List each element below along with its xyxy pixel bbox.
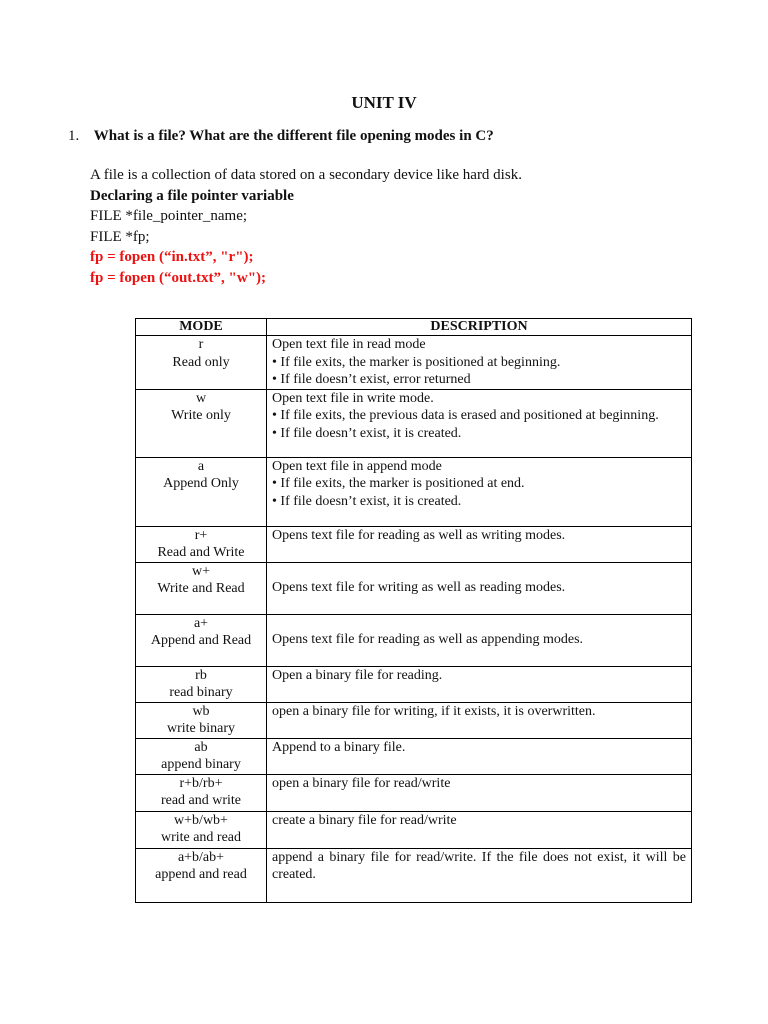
mode-name: Append and Read <box>150 633 252 648</box>
fopen-in-line: fp = fopen (“in.txt”, "r"); <box>90 249 254 265</box>
description-line: • If file doesn’t exist, it is created. <box>272 425 462 441</box>
table-row <box>136 614 692 666</box>
table-row <box>136 336 692 390</box>
description-cell <box>267 562 692 614</box>
mode-name: Read only <box>172 354 230 370</box>
mode-cell <box>136 848 267 902</box>
description-cell <box>267 848 692 902</box>
mode-cell <box>136 457 267 526</box>
table-row <box>136 774 692 811</box>
fopen-out-line: fp = fopen (“out.txt”, "w"); <box>90 269 267 286</box>
table-row <box>136 526 692 562</box>
description-line: Opens text file for reading as well as appending modes. <box>272 632 584 648</box>
description-line: • If file exits, the previous data is erased and positioned at beginning. <box>272 408 659 423</box>
description-line: Open a binary file for reading. <box>272 667 443 683</box>
description-line: Open text file in read mode <box>272 337 426 352</box>
header-description: DESCRIPTION <box>267 319 692 336</box>
description-line: • If file doesn’t exist, error returned <box>272 372 471 387</box>
table-row <box>136 562 692 614</box>
mode-cell <box>136 738 267 774</box>
table-header-row <box>136 319 692 336</box>
description-line: Open text file in append mode <box>272 458 442 474</box>
mode-name: append and read <box>155 867 247 882</box>
table-row <box>136 457 692 526</box>
description-cell <box>267 811 692 848</box>
description-line: create a binary file for read/write <box>272 812 457 828</box>
mode-cell <box>136 562 267 614</box>
description-line: • If file exits, the marker is positioned at beginning. <box>272 354 561 370</box>
description-line: Append to a binary file. <box>272 739 406 755</box>
description-cell <box>267 738 692 774</box>
description-line: • If file doesn’t exist, it is created. <box>272 493 462 509</box>
mode-code: w+b/wb+ <box>174 812 228 828</box>
mode-code: r+ <box>194 527 208 543</box>
mode-name: append binary <box>161 757 241 772</box>
mode-code: a+b/ab+ <box>177 849 225 865</box>
header-mode: MODE <box>136 319 267 336</box>
mode-cell <box>136 702 267 738</box>
mode-code: w+ <box>191 563 210 579</box>
question <box>68 128 494 145</box>
question-number: 1. <box>68 128 80 144</box>
code-line-2: FILE *fp; <box>90 228 150 245</box>
file-definition: A file is a collection of data stored on a secondary device like hard disk. <box>90 167 522 183</box>
mode-code: r+b/rb+ <box>179 775 223 791</box>
description-cell <box>267 666 692 702</box>
mode-code: a <box>197 458 205 474</box>
file-modes-table <box>135 318 692 903</box>
description-line: Opens text file for writing as well as reading modes. <box>272 580 566 596</box>
mode-cell <box>136 774 267 811</box>
mode-name: Read and Write <box>157 545 245 560</box>
mode-name: write and read <box>160 830 242 845</box>
unit-title: UNIT IV <box>351 93 417 112</box>
table-row <box>136 811 692 848</box>
mode-cell <box>136 526 267 562</box>
mode-cell <box>136 811 267 848</box>
description-cell <box>267 614 692 666</box>
mode-code: a+ <box>193 615 209 631</box>
mode-name: Write only <box>171 408 231 423</box>
description-cell <box>267 336 692 390</box>
table-row <box>136 666 692 702</box>
table-row <box>136 848 692 902</box>
mode-code: rb <box>195 667 207 683</box>
mode-name: Write and Read <box>157 581 245 596</box>
description-cell <box>267 526 692 562</box>
mode-cell <box>136 614 267 666</box>
mode-name: write binary <box>166 721 236 736</box>
intro-section <box>90 165 522 288</box>
mode-cell <box>136 666 267 702</box>
mode-cell <box>136 389 267 457</box>
mode-code: r <box>198 337 204 352</box>
mode-code: ab <box>194 739 208 755</box>
mode-name: read binary <box>169 685 233 700</box>
mode-name: Append Only <box>163 476 239 491</box>
description-line: open a binary file for read/write <box>272 775 451 791</box>
mode-cell <box>136 336 267 390</box>
description-cell <box>267 389 692 457</box>
description-line: • If file exits, the marker is positioned at end. <box>272 476 525 491</box>
mode-name: read and write <box>160 793 242 808</box>
description-line: append a binary file for read/write. If the file does not exist, it will be created. <box>272 849 686 882</box>
description-cell <box>267 774 692 811</box>
description-cell <box>267 457 692 526</box>
table-row <box>136 702 692 738</box>
description-line: Opens text file for reading as well as writing modes. <box>272 527 566 543</box>
mode-code: w <box>195 390 207 406</box>
table-row <box>136 389 692 457</box>
description-line: Open text file in write mode. <box>272 390 434 406</box>
table-row <box>136 738 692 774</box>
mode-code: wb <box>192 703 210 719</box>
description-cell <box>267 702 692 738</box>
declaring-heading: Declaring a file pointer variable <box>90 187 294 204</box>
description-line: open a binary file for writing, if it exists, it is overwritten. <box>272 703 596 719</box>
code-line-1: FILE *file_pointer_name; <box>90 208 248 224</box>
question-text: What is a file? What are the different file opening modes in C? <box>93 128 494 144</box>
